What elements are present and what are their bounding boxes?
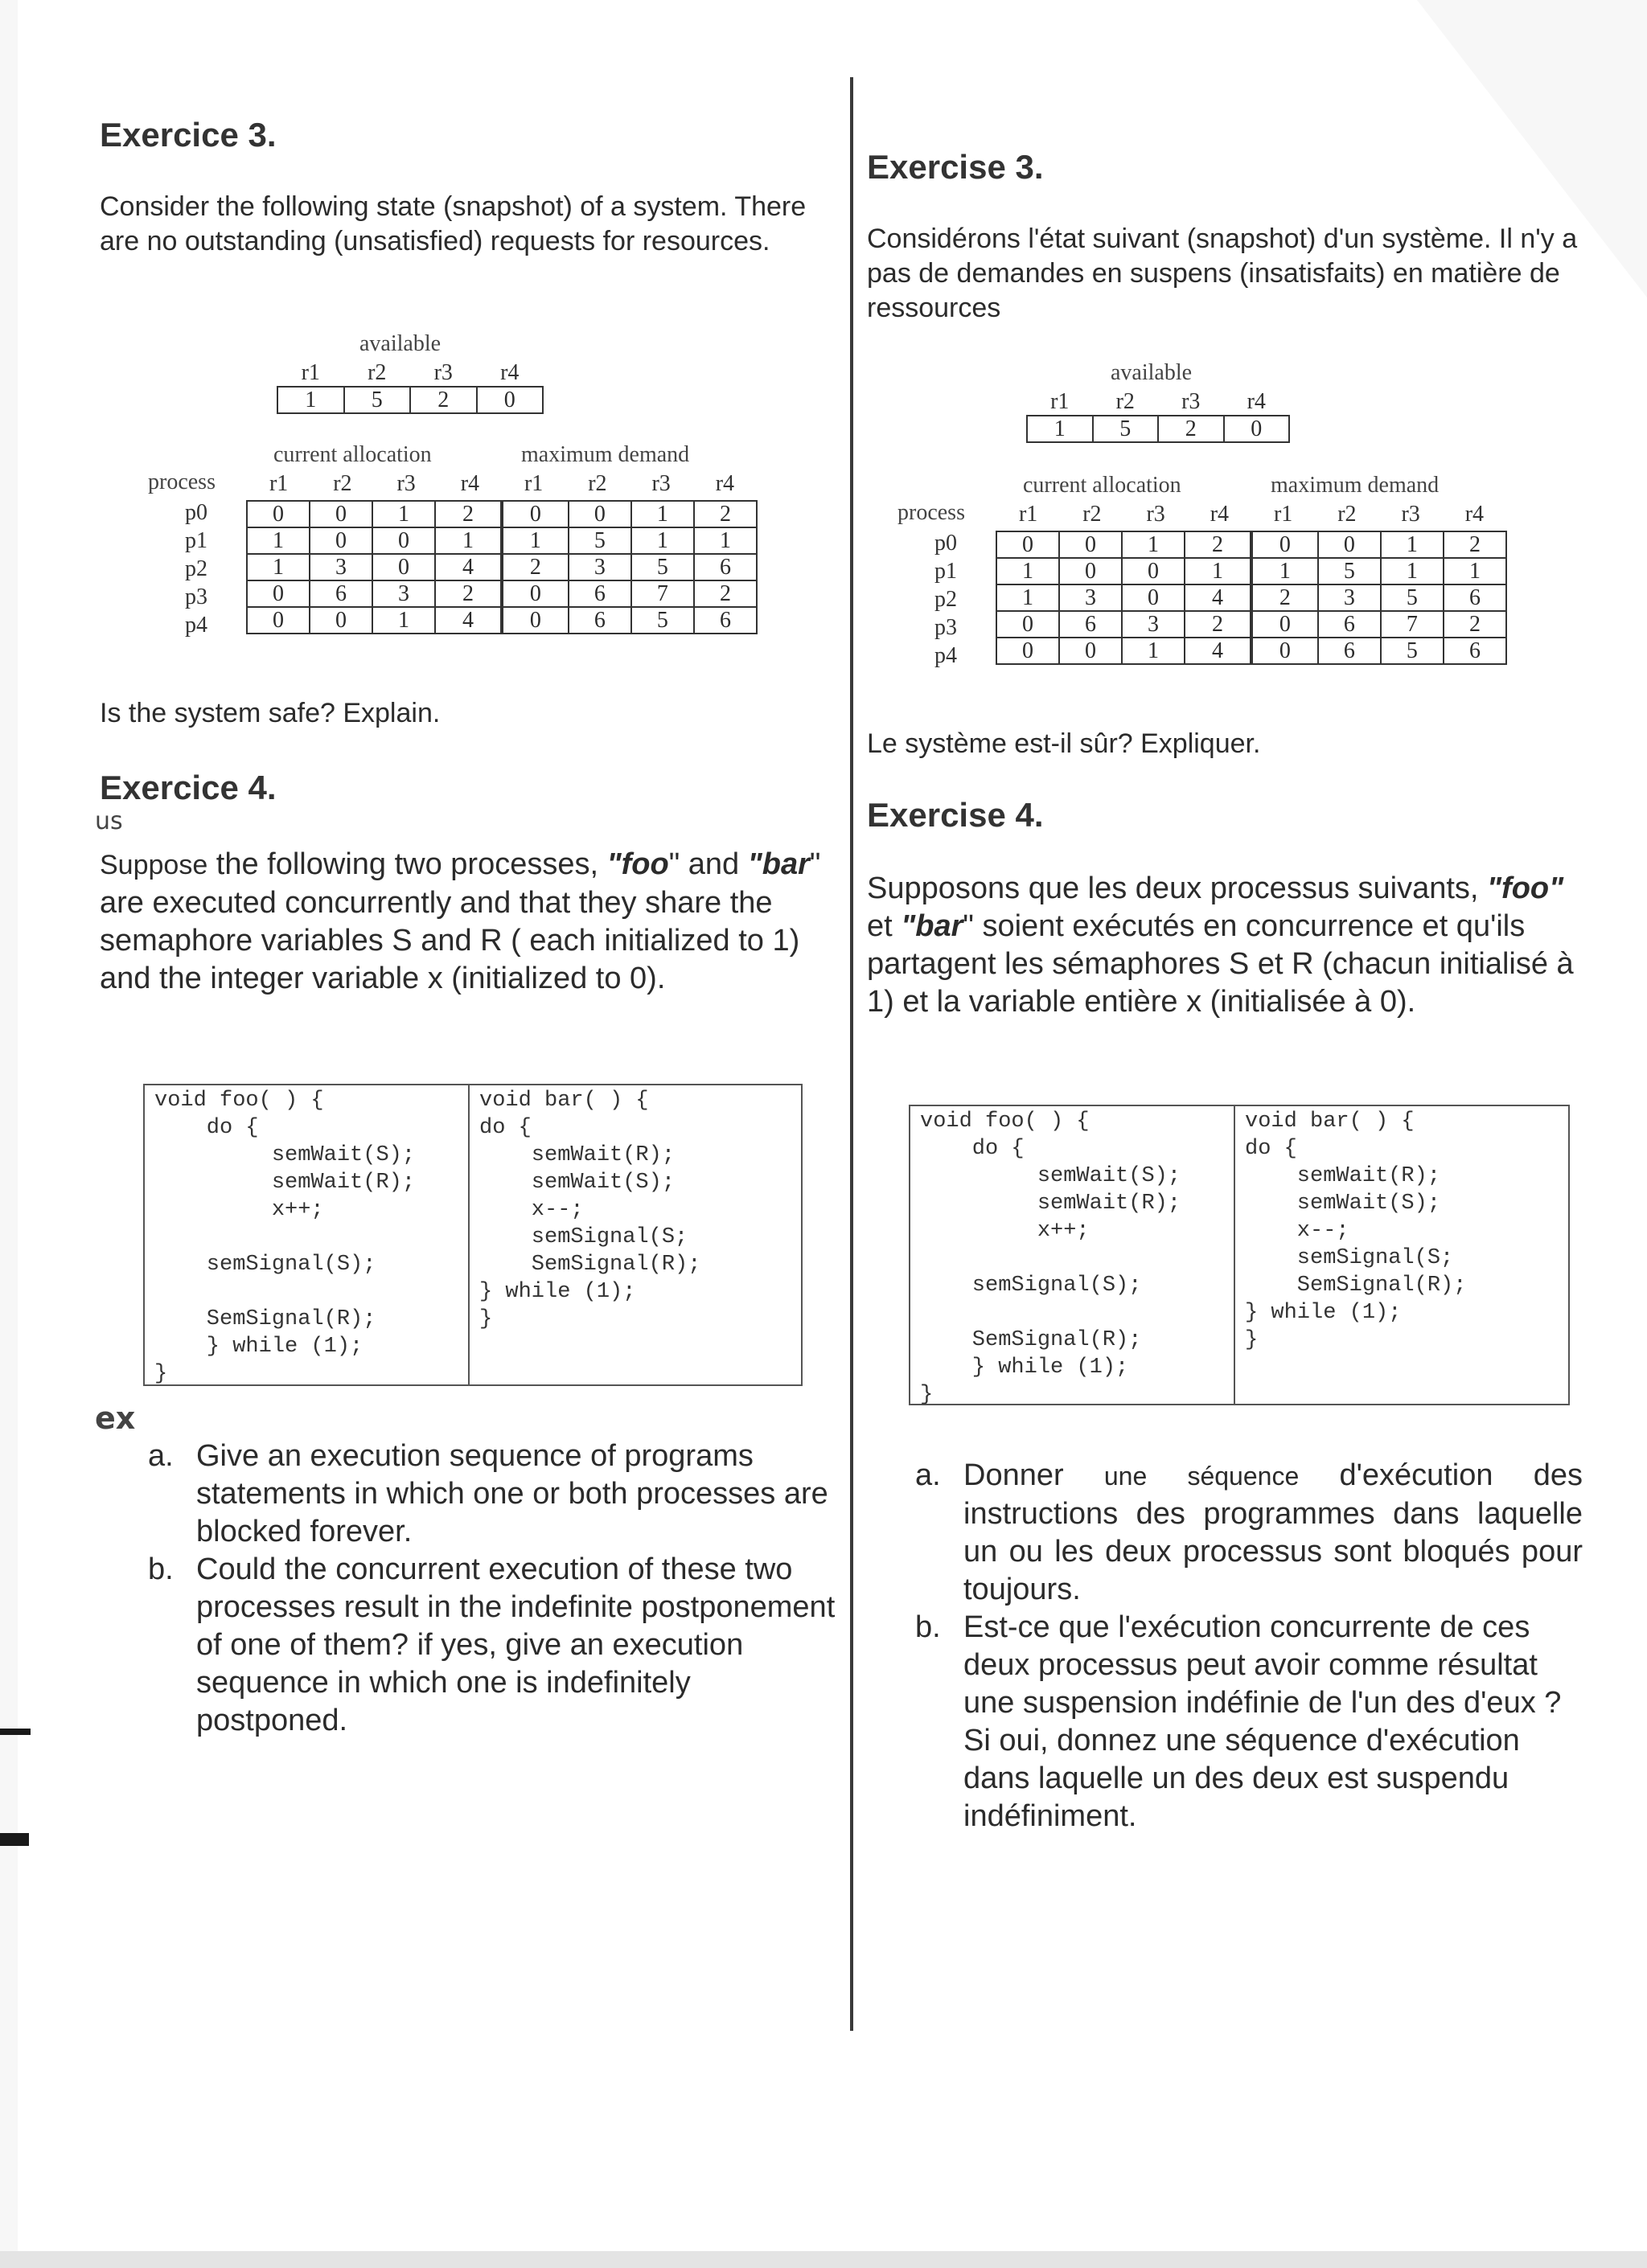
exercise-4-intro-fr: Supposons que les deux processus suivants, "foo" et "bar" soient exécutés en concurrence et qu'ils partagent les sémaphores S et R (chacun initialisé à 1) et la variable entière x (initialisée à 0). [867,872,1574,1019]
available-cell: 1 [1027,416,1093,442]
resource-label: r4 [460,471,480,496]
max-demand-cell: 5 [569,527,631,554]
exercise-4-title-fr: Exercise 4. [867,796,1044,834]
allocation-cell: 0 [310,607,372,634]
resource-header-row [246,470,758,498]
allocation-cell: 1 [1122,531,1185,558]
current-allocation-label: current allocation [273,442,432,467]
exercise-3-question-fr: Le système est-il sûr? Expliquer. [867,728,1261,759]
process-label: p2 [934,587,957,612]
resource-label: r4 [500,360,520,385]
resource-header-row [996,500,1507,529]
process-label: p3 [185,584,207,609]
scan-edge-mark [0,1729,31,1735]
process-label: p0 [185,500,207,525]
code-listing-fr [909,1105,1570,1405]
maximum-demand-label: maximum demand [521,442,690,467]
allocation-cell: 0 [372,527,435,554]
max-demand-cell: 0 [1251,531,1318,558]
max-demand-cell: 0 [1251,638,1318,664]
resource-label: r4 [1247,389,1266,414]
handwritten-mark: ex [95,1401,136,1436]
allocation-cell: 0 [1122,584,1185,611]
max-demand-cell: 1 [694,527,757,554]
max-demand-cell: 2 [694,580,757,607]
max-demand-cell: 1 [1444,558,1506,584]
available-label: available [359,331,442,356]
resource-label: r2 [1337,502,1357,527]
question-list-fr [915,1457,1583,1835]
resource-label: r2 [1082,502,1102,527]
available-label: available [1111,360,1193,385]
max-demand-cell: 6 [1318,611,1381,638]
scan-edge-mark [0,1833,29,1846]
available-cell: 5 [344,387,411,413]
available-cell: 5 [1093,416,1159,442]
code-listing [143,1084,803,1386]
max-demand-cell: 0 [1318,531,1381,558]
allocation-cell: 2 [435,580,502,607]
maximum-demand-label: maximum demand [1271,473,1440,498]
bar-code: void bar( ) { do { semWait(R); semWait(S); x--; semSignal(S; SemSignal(R); } while (1); } [1245,1109,1467,1352]
current-allocation-label: current allocation [1023,473,1181,498]
max-demand-cell: 0 [502,501,569,527]
resource-label: r4 [1210,502,1230,527]
process-label: p4 [934,643,957,668]
resource-label: r4 [715,471,735,496]
table-row [247,554,757,580]
exercise-3-question: Is the system safe? Explain. [100,698,441,728]
resource-label: r3 [1401,502,1420,527]
available-table [1026,415,1290,443]
allocation-cell: 1 [372,607,435,634]
exercise-3-intro: Consider the following state (snapshot) of a system. There are no outstanding (unsatisfied) requests for resources. [100,191,807,256]
question-a-fr: a. Donner une séquence d'exécution des instructions des programmes dans laquelle un ou les deux processus sont bloqués pour toujours. [915,1458,1583,1606]
allocation-cell: 0 [310,501,372,527]
table-row [247,607,757,634]
exercise-3-intro-fr: Considérons l'état suivant (snapshot) d'un système. Il n'y a pas de demandes en suspens (insatisfaits) en matière de ressources [867,224,1578,323]
max-demand-cell: 1 [631,501,694,527]
resource-label: r1 [1018,502,1038,527]
allocation-cell: 1 [435,527,502,554]
allocation-demand-table [996,531,1507,665]
allocation-cell: 0 [996,638,1059,664]
allocation-cell: 0 [1059,638,1122,664]
max-demand-cell: 6 [1318,638,1381,664]
allocation-cell: 3 [1122,611,1185,638]
allocation-cell: 1 [247,527,310,554]
foo-code: void foo( ) { do { semWait(S); semWait(R); x++; semSignal(S); SemSignal(R); } while (1); } [910,1106,1235,1404]
process-column [172,498,220,639]
max-demand-cell: 0 [502,607,569,634]
process-label: p3 [934,615,957,640]
allocation-cell: 0 [310,527,372,554]
allocation-cell: 0 [247,607,310,634]
max-demand-cell: 5 [1381,638,1444,664]
available-cell: 0 [1224,416,1290,442]
max-demand-cell: 2 [1444,611,1506,638]
max-demand-cell: 7 [1381,611,1444,638]
available-table [277,386,544,414]
available-cell: 0 [477,387,544,413]
max-demand-cell: 6 [1444,584,1506,611]
process-label: p4 [185,613,207,638]
resource-label: r2 [333,471,352,496]
max-demand-cell: 5 [1318,558,1381,584]
exercise-4-title: Exercice 4. [100,769,277,806]
process-label: p0 [934,531,957,556]
column-divider [850,77,853,2031]
available-cell: 2 [410,387,477,413]
resource-label: r3 [433,360,453,385]
max-demand-cell: 5 [631,554,694,580]
max-demand-cell: 1 [1381,531,1444,558]
allocation-cell: 1 [996,584,1059,611]
resource-label: r1 [524,471,544,496]
table-row [996,638,1506,664]
available-resource-header [277,359,544,388]
max-demand-cell: 0 [569,501,631,527]
allocation-cell: 6 [1059,611,1122,638]
allocation-demand-table [246,500,758,634]
max-demand-cell: 5 [1381,584,1444,611]
table-row [996,584,1506,611]
max-demand-cell: 6 [569,580,631,607]
table-row [996,558,1506,584]
bar-code: void bar( ) { do { semWait(R); semWait(S); x--; semSignal(S; SemSignal(R); } while (1); } [479,1089,701,1331]
resource-label: r3 [1146,502,1165,527]
question-b: b. Could the concurrent execution of these two processes result in the indefinite postponement of one of them? if yes, give an execution sequence in which one is indefinitely postponed. [148,1552,836,1737]
allocation-cell: 2 [1185,531,1251,558]
allocation-cell: 0 [247,501,310,527]
max-demand-cell: 1 [502,527,569,554]
handwritten-mark: us [95,807,123,835]
question-list [148,1437,840,1740]
allocation-cell: 1 [996,558,1059,584]
max-demand-cell: 2 [502,554,569,580]
exercise-3-title-fr: Exercise 3. [867,148,1044,186]
max-demand-cell: 6 [569,607,631,634]
available-cell: 1 [277,387,344,413]
max-demand-cell: 2 [1444,531,1506,558]
max-demand-cell: 6 [694,607,757,634]
max-demand-cell: 3 [569,554,631,580]
process-label: process [897,500,965,525]
process-label: p1 [185,528,207,553]
allocation-cell: 0 [996,611,1059,638]
resource-label: r2 [1115,389,1135,414]
resource-label: r3 [396,471,416,496]
max-demand-cell: 6 [1444,638,1506,664]
resource-label: r1 [1050,389,1070,414]
process-label: p1 [934,559,957,584]
question-a: a. Give an execution sequence of programs statements in which one or both processes are blocked forever. [148,1439,828,1548]
resource-label: r1 [1273,502,1293,527]
allocation-cell: 4 [435,554,502,580]
max-demand-cell: 1 [631,527,694,554]
available-cell: 2 [1158,416,1224,442]
max-demand-cell: 2 [694,501,757,527]
exercise-4-intro: Suppose the following two processes, "foo" and "bar" are executed concurrently and that they share the semaphore variables S and R ( each initialized to 1) and the integer variable x (initialized to 0). [100,847,821,995]
allocation-cell: 1 [247,554,310,580]
allocation-cell: 1 [372,501,435,527]
scan-bottom-strip [0,2251,1647,2268]
allocation-cell: 4 [1185,638,1251,664]
table-row [996,531,1506,558]
resource-label: r2 [368,360,387,385]
resource-label: r3 [651,471,671,496]
exercise-3-title: Exercice 3. [100,116,277,154]
max-demand-cell: 0 [1251,611,1318,638]
max-demand-cell: 1 [1381,558,1444,584]
max-demand-cell: 7 [631,580,694,607]
allocation-cell: 6 [310,580,372,607]
available-resource-header [1026,388,1290,416]
max-demand-cell: 1 [1251,558,1318,584]
allocation-cell: 3 [1059,584,1122,611]
allocation-cell: 0 [372,554,435,580]
resource-label: r4 [1464,502,1485,527]
allocation-cell: 0 [1059,531,1122,558]
allocation-cell: 0 [1122,558,1185,584]
max-demand-cell: 5 [631,607,694,634]
allocation-cell: 4 [1185,584,1251,611]
foo-code: void foo( ) { do { semWait(S); semWait(R); x++; semSignal(S); SemSignal(R); } while (1); } [145,1085,470,1384]
allocation-cell: 0 [996,531,1059,558]
allocation-cell: 3 [310,554,372,580]
allocation-cell: 2 [435,501,502,527]
max-demand-cell: 3 [1318,584,1381,611]
resource-label: r3 [1181,389,1201,414]
process-label: p2 [185,556,207,581]
allocation-cell: 4 [435,607,502,634]
table-row [996,611,1506,638]
max-demand-cell: 0 [502,580,569,607]
resource-label: r1 [269,471,289,496]
allocation-cell: 2 [1185,611,1251,638]
table-row [247,501,757,527]
question-b-fr: b. Est-ce que l'exécution concurrente de ces deux processus peut avoir comme résultat une suspension indéfinie de l'un des d'eux ? Si oui, donnez une séquence d'exécution dans laquelle un des deux est suspendu indéfiniment. [915,1610,1562,1833]
max-demand-cell: 6 [694,554,757,580]
allocation-cell: 0 [1059,558,1122,584]
table-row [247,580,757,607]
process-label: process [148,470,216,494]
allocation-cell: 1 [1185,558,1251,584]
allocation-cell: 1 [1122,638,1185,664]
allocation-cell: 3 [372,580,435,607]
max-demand-cell: 2 [1251,584,1318,611]
resource-label: r2 [588,471,607,496]
process-column [922,529,970,670]
resource-label: r1 [301,360,320,385]
allocation-cell: 0 [247,580,310,607]
table-row [247,527,757,554]
